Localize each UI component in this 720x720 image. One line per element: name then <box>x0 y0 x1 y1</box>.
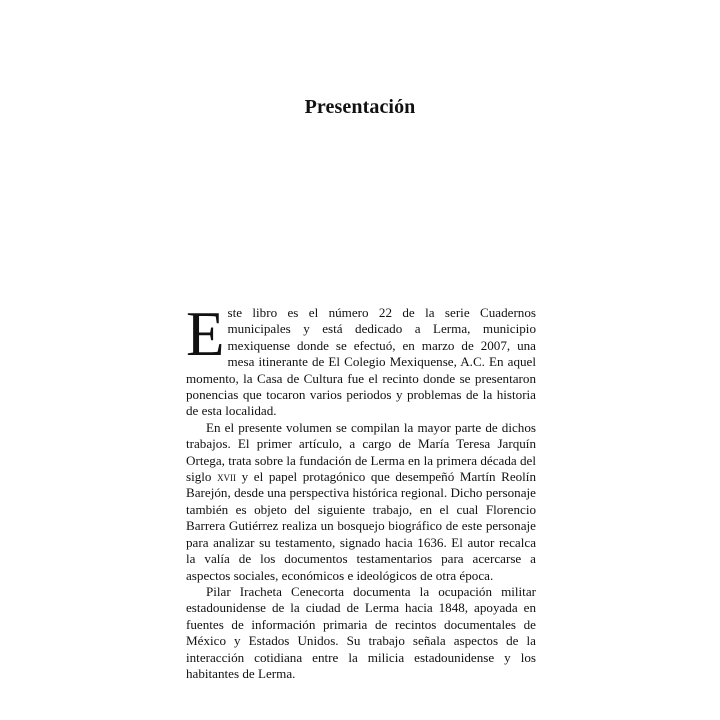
paragraph-2-text-b: y el papel protagónico que desempeñó Martín Reolín Barejón, desde una perspectiva histórica regional. Dicho personaje también es objeto del siguiente trabajo, en el cual Florencio Barrera Gutiérrez realiza un bosquejo biográfico de este personaje para analizar su testamento, signado hacia 1636. El autor recalca la valía de los documentos testamentarios para acercarse a aspectos sociales, económicos e ideológicos de otra época. <box>186 469 536 583</box>
paragraph-2-text-a: En el presente volumen se compilan la mayor parte de dichos trabajos. El primer artículo, a cargo de María Teresa Jarquín Ortega, trata sobre la fundación de Lerma en la primera década del siglo <box>186 419 536 485</box>
body-text <box>186 299 536 682</box>
century-numeral: xvii <box>217 469 237 485</box>
drop-cap: E <box>186 299 225 369</box>
paragraph-1-text: ste libro es el número 22 de la serie Cuadernos municipales y está dedicado a Lerma, municipio mexiquense donde se efectuó, en marzo de 2007, una mesa itinerante de El Colegio Mexiquense, A.C. En aquel momento, la Casa de Cultura fue el recinto donde se presentaron ponencias que tocaron varios periodos y problemas de la historia de esta localidad. <box>186 305 536 419</box>
page-title: Presentación <box>304 96 416 118</box>
paragraph-3: Pilar Iracheta Cenecorta documenta la ocupación militar estadounidense de la ciudad de Lerma hacia 1848, apoyada en fuentes de información primaria de recintos documentales de México y Estados Unidos. Su trabajo señala aspectos de la interacción cotidiana entre la milicia estadounidense y los habitantes de Lerma. <box>186 583 536 681</box>
paragraph-2 <box>186 420 536 584</box>
paragraph-1 <box>186 299 536 420</box>
